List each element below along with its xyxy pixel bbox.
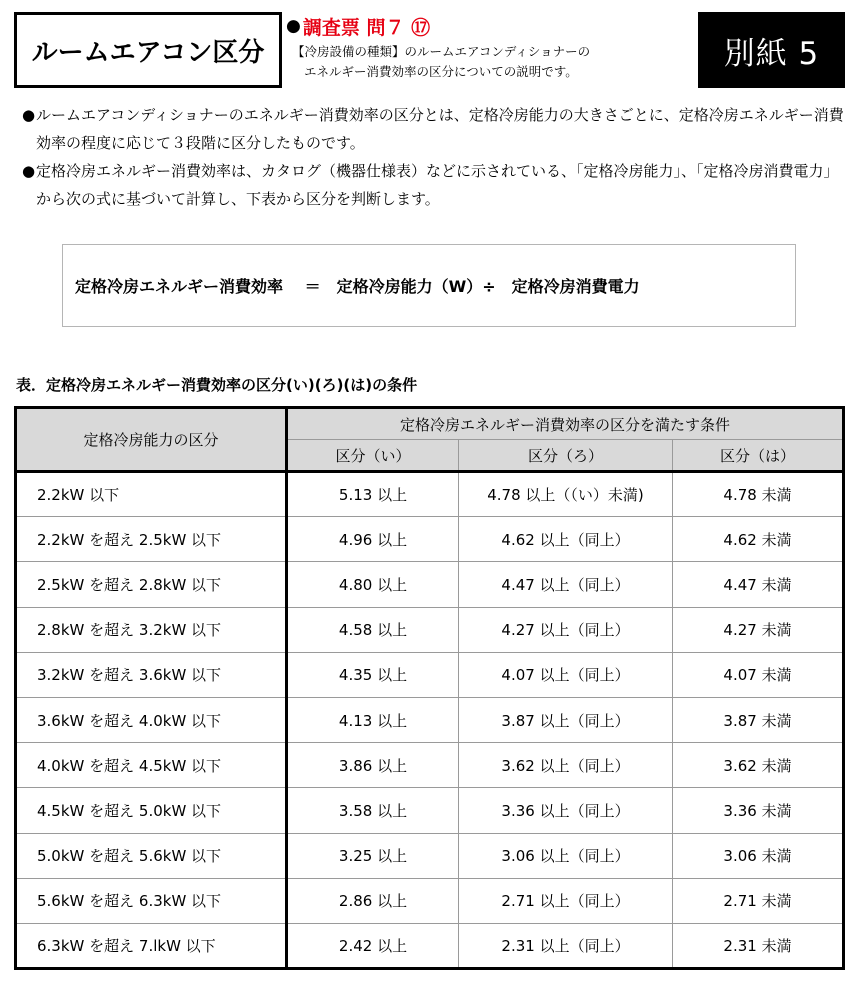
cell-capacity: 2.2kW を超え 2.5kW 以下 <box>16 517 287 562</box>
cell-capacity: 3.2kW を超え 3.6kW 以下 <box>16 652 287 697</box>
cell-category-ro: 4.62 以上（同上） <box>459 517 673 562</box>
cell-category-ro: 2.71 以上（同上） <box>459 878 673 923</box>
intro-text-1: ルームエアコンディショナーのエネルギー消費効率の区分とは、定格冷房能力の大きさごとに、定格冷房エネルギー消費効率の程度に応じて３段階に区分したものです。 <box>36 106 844 152</box>
cell-capacity: 6.3kW を超え 7.lkW 以下 <box>16 923 287 968</box>
description-line-2: エネルギー消費効率の区分についての説明です。 <box>304 64 578 79</box>
cell-category-i: 3.86 以上 <box>287 743 459 788</box>
cell-category-ro: 3.36 以上（同上） <box>459 788 673 833</box>
page-title-box <box>14 12 282 88</box>
formula-text: 定格冷房エネルギー消費効率 ＝ 定格冷房能力（W）÷ 定格冷房消費電力 <box>75 277 640 296</box>
cell-category-i: 4.35 以上 <box>287 652 459 697</box>
page-title: ルームエアコン区分 <box>31 37 265 68</box>
cell-category-ha: 3.62 未満 <box>673 743 844 788</box>
table-row <box>16 743 844 788</box>
efficiency-table <box>14 406 845 970</box>
description-line-1: 【冷房設備の種類】のルームエアコンディショナーの <box>292 44 591 59</box>
survey-question-label: 調査票 問７ ⑰ <box>302 16 431 39</box>
cell-category-ha: 3.87 未満 <box>673 697 844 742</box>
table-row <box>16 607 844 652</box>
cell-category-ha: 2.71 未満 <box>673 878 844 923</box>
appendix-label: 別紙 5 <box>723 35 820 72</box>
table-header-row <box>16 408 844 440</box>
cell-category-ro: 4.07 以上（同上） <box>459 652 673 697</box>
header-category-ro: 区分（ろ） <box>459 440 673 472</box>
table-row <box>16 517 844 562</box>
cell-category-ha: 4.78 未満 <box>673 472 844 517</box>
cell-category-ro: 3.06 以上（同上） <box>459 833 673 878</box>
bullet-icon: ● <box>286 16 301 36</box>
cell-capacity: 2.2kW 以下 <box>16 472 287 517</box>
cell-capacity: 5.0kW を超え 5.6kW 以下 <box>16 833 287 878</box>
cell-capacity: 4.0kW を超え 4.5kW 以下 <box>16 743 287 788</box>
cell-category-i: 2.86 以上 <box>287 878 459 923</box>
cell-category-i: 2.42 以上 <box>287 923 459 968</box>
cell-category-ro: 3.87 以上（同上） <box>459 697 673 742</box>
cell-capacity: 2.5kW を超え 2.8kW 以下 <box>16 562 287 607</box>
table-title: 表．定格冷房エネルギー消費効率の区分(い)(ろ)(は)の条件 <box>16 376 418 394</box>
cell-category-ha: 4.47 未満 <box>673 562 844 607</box>
table-row <box>16 652 844 697</box>
header-condition-group: 定格冷房エネルギー消費効率の区分を満たす条件 <box>287 408 844 440</box>
cell-category-ro: 4.78 以上（（い）未満) <box>459 472 673 517</box>
cell-category-i: 4.96 以上 <box>287 517 459 562</box>
cell-category-ha: 4.27 未満 <box>673 607 844 652</box>
cell-category-i: 3.25 以上 <box>287 833 459 878</box>
table-row <box>16 472 844 517</box>
header-category-i: 区分（い） <box>287 440 459 472</box>
cell-category-ha: 4.07 未満 <box>673 652 844 697</box>
bullet-icon: ● <box>22 106 36 124</box>
cell-category-ro: 4.27 以上（同上） <box>459 607 673 652</box>
cell-capacity: 2.8kW を超え 3.2kW 以下 <box>16 607 287 652</box>
cell-category-i: 5.13 以上 <box>287 472 459 517</box>
cell-category-ha: 3.36 未満 <box>673 788 844 833</box>
cell-category-ro: 4.47 以上（同上） <box>459 562 673 607</box>
table-row <box>16 878 844 923</box>
table-row <box>16 923 844 968</box>
table-row <box>16 833 844 878</box>
table-body <box>16 472 844 969</box>
cell-capacity: 4.5kW を超え 5.0kW 以下 <box>16 788 287 833</box>
cell-category-i: 3.58 以上 <box>287 788 459 833</box>
cell-category-i: 4.80 以上 <box>287 562 459 607</box>
cell-category-i: 4.13 以上 <box>287 697 459 742</box>
cell-category-ro: 3.62 以上（同上） <box>459 743 673 788</box>
cell-category-i: 4.58 以上 <box>287 607 459 652</box>
survey-reference <box>286 12 430 40</box>
header-category-ha: 区分（は） <box>673 440 844 472</box>
cell-capacity: 3.6kW を超え 4.0kW 以下 <box>16 697 287 742</box>
intro-paragraph-2 <box>22 157 852 213</box>
table-row <box>16 788 844 833</box>
cell-category-ro: 2.31 以上（同上） <box>459 923 673 968</box>
formula-box <box>62 244 796 327</box>
table-row <box>16 697 844 742</box>
cell-capacity: 5.6kW を超え 6.3kW 以下 <box>16 878 287 923</box>
intro-text-2: 定格冷房エネルギー消費効率は、カタログ（機器仕様表）などに示されている、「定格冷房能力」、「定格冷房消費電力」から次の式に基づいて計算し、下表から区分を判断します。 <box>36 162 839 208</box>
appendix-badge <box>698 12 845 88</box>
cell-category-ha: 3.06 未満 <box>673 833 844 878</box>
cell-category-ha: 2.31 未満 <box>673 923 844 968</box>
bullet-icon: ● <box>22 162 36 180</box>
intro-paragraph-1 <box>22 101 852 157</box>
header-capacity: 定格冷房能力の区分 <box>16 408 287 472</box>
table-row <box>16 562 844 607</box>
cell-category-ha: 4.62 未満 <box>673 517 844 562</box>
